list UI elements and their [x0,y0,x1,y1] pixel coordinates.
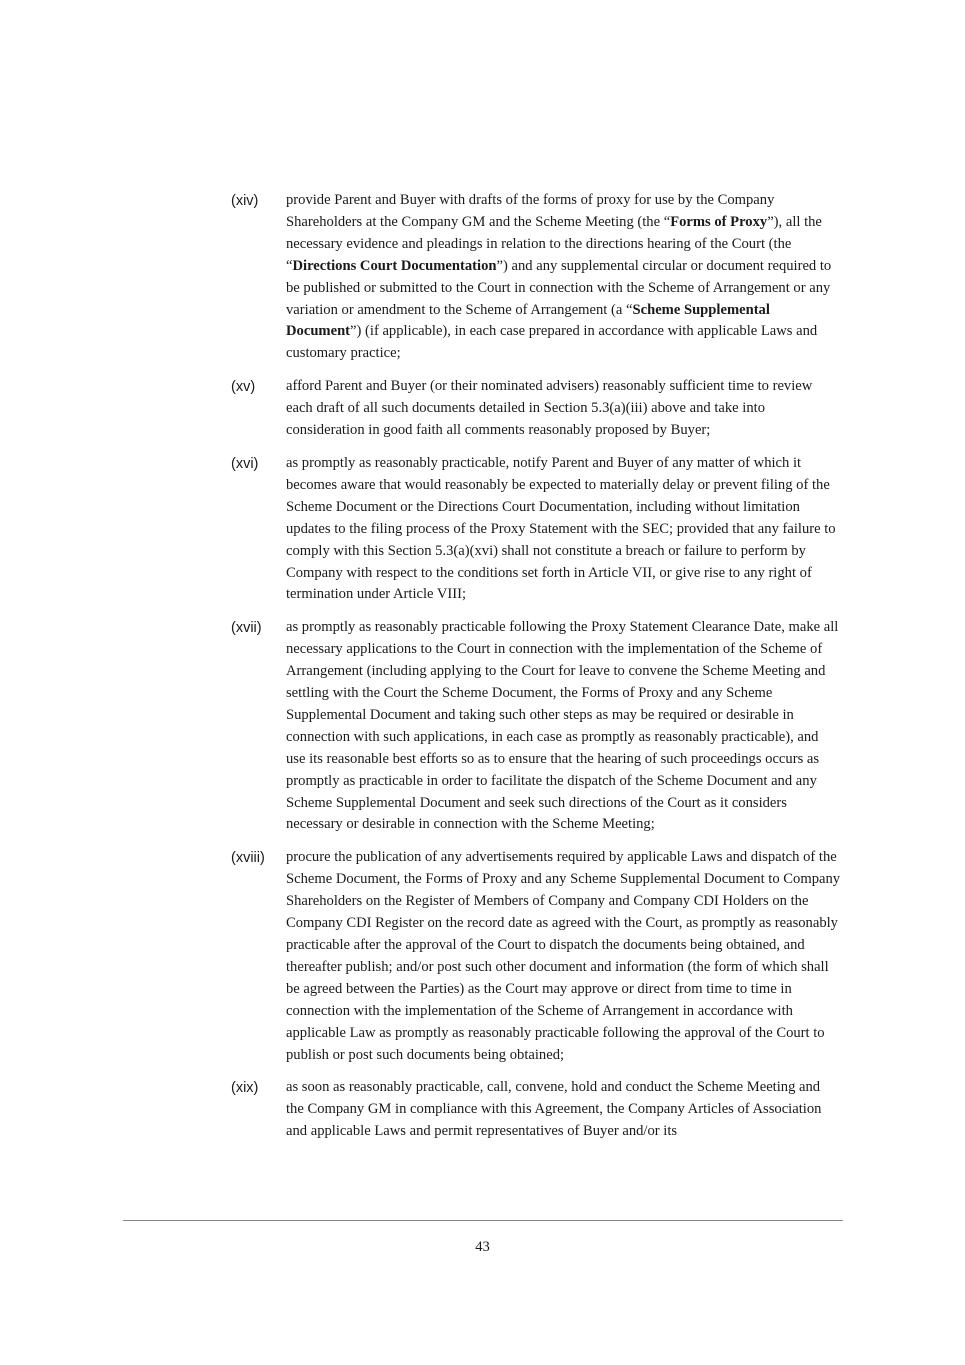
clause-number: (xix) [231,1080,259,1097]
clause-xix [231,1077,841,1143]
clause-number: (xvi) [231,455,259,472]
clause-xvii [231,617,841,836]
clause-text [286,1077,841,1143]
footer-divider [123,1220,843,1221]
clause-text [286,376,841,442]
clause-xviii [231,847,841,1066]
clause-list [231,190,841,1154]
defined-term: Forms of Proxy [670,213,768,230]
clause-xv [231,376,841,442]
clause-text-segment: ”), all the necessary evidence and pleadings in relation to the directions hearing of the Court (the “ [286,213,822,274]
page-number: 43 [475,1239,490,1255]
clause-text [286,190,841,365]
clause-text-segment: afford Parent and Buyer (or their nominated advisers) reasonably sufficient time to review each draft of all such documents detailed in Section 5.3(a)(iii) above and take into consideration in good faith all comments reasonably proposed by Buyer; [286,378,813,439]
clause-text-segment: procure the publication of any advertisements required by applicable Laws and dispatch of the Scheme Document, the Forms of Proxy and any Scheme Supplemental Document to Company Shareholders on the Register of Members of Company and Company CDI Holders on the Company CDI Register on the record date as agreed with the Court, as promptly as reasonably practicable after the approval of the Court to dispatch the documents being obtained, and thereafter publish; and/or post such other document and information (the form of which shall be agreed between the Parties) as the Court may approve or direct from time to time in connection with the implementation of the Scheme of Arrangement in accordance with applicable Law as promptly as reasonably practicable following the approval of the Court to publish or post such documents being obtained; [286,849,841,1063]
clause-text [286,453,841,606]
clause-text-segment: provide Parent and Buyer with drafts of the forms of proxy for use by the Company Shareholders at the Company GM and the Scheme Meeting (the “ [286,192,775,230]
clause-text-segment: ”) and any supplemental circular or document required to be published or submitted to the Court in connection with the Scheme of Arrangement or any variation or amendment to the Scheme of Arrangement (a “ [286,257,832,318]
clause-number: (xiv) [231,193,259,209]
clause-xvi [231,453,841,606]
clause-text-segment: as promptly as reasonably practicable following the Proxy Statement Clearance Date, make all necessary applications to the Court in connection with the implementation of the Scheme of Arrangement (including applying to the Court for leave to convene the Scheme Meeting and settling with the Court the Scheme Document, the Forms of Proxy and any Scheme Supplemental Document and taking such other steps as may be required or desirable in connection with such applications, in each case as promptly as reasonably practicable), and use its reasonable best efforts so as to ensure that the hearing of such proceedings occurs as promptly as practicable in order to facilitate the dispatch of the Scheme Document and any Scheme Supplemental Document and seek such directions of the Court as it considers necessary or desirable in connection with the Scheme Meeting; [286,619,839,833]
clause-number: (xviii) [231,850,265,867]
defined-term: Scheme Supplemental Document [286,301,770,340]
clause-number: (xvii) [231,620,262,637]
clause-text [286,847,841,1066]
clause-text [286,617,841,836]
clause-text-segment: ”) (if applicable), in each case prepared in accordance with applicable Laws and customary practice; [286,323,818,362]
clause-text-segment: as promptly as reasonably practicable, notify Parent and Buyer of any matter of which it becomes aware that would reasonably be expected to materially delay or prevent filing of the Scheme Document or the Directions Court Documentation, including without limitation updates to the filing process of the Proxy Statement with the SEC; provided that any failure to comply with this Section 5.3(a)(xvi) shall not constitute a breach or failure to perform by Company with respect to the conditions set forth in Article VII, or give rise to any right of termination under Article VIII; [286,454,836,603]
clause-xiv [231,190,841,365]
clause-number: (xv) [231,379,256,396]
defined-term: Directions Court Documentation [292,257,497,274]
clause-text-segment: as soon as reasonably practicable, call, convene, hold and conduct the Scheme Meeting and the Company GM in compliance with this Agreement, the Company Articles of Association and applicable Laws and permit representatives of Buyer and/or its [286,1079,822,1140]
